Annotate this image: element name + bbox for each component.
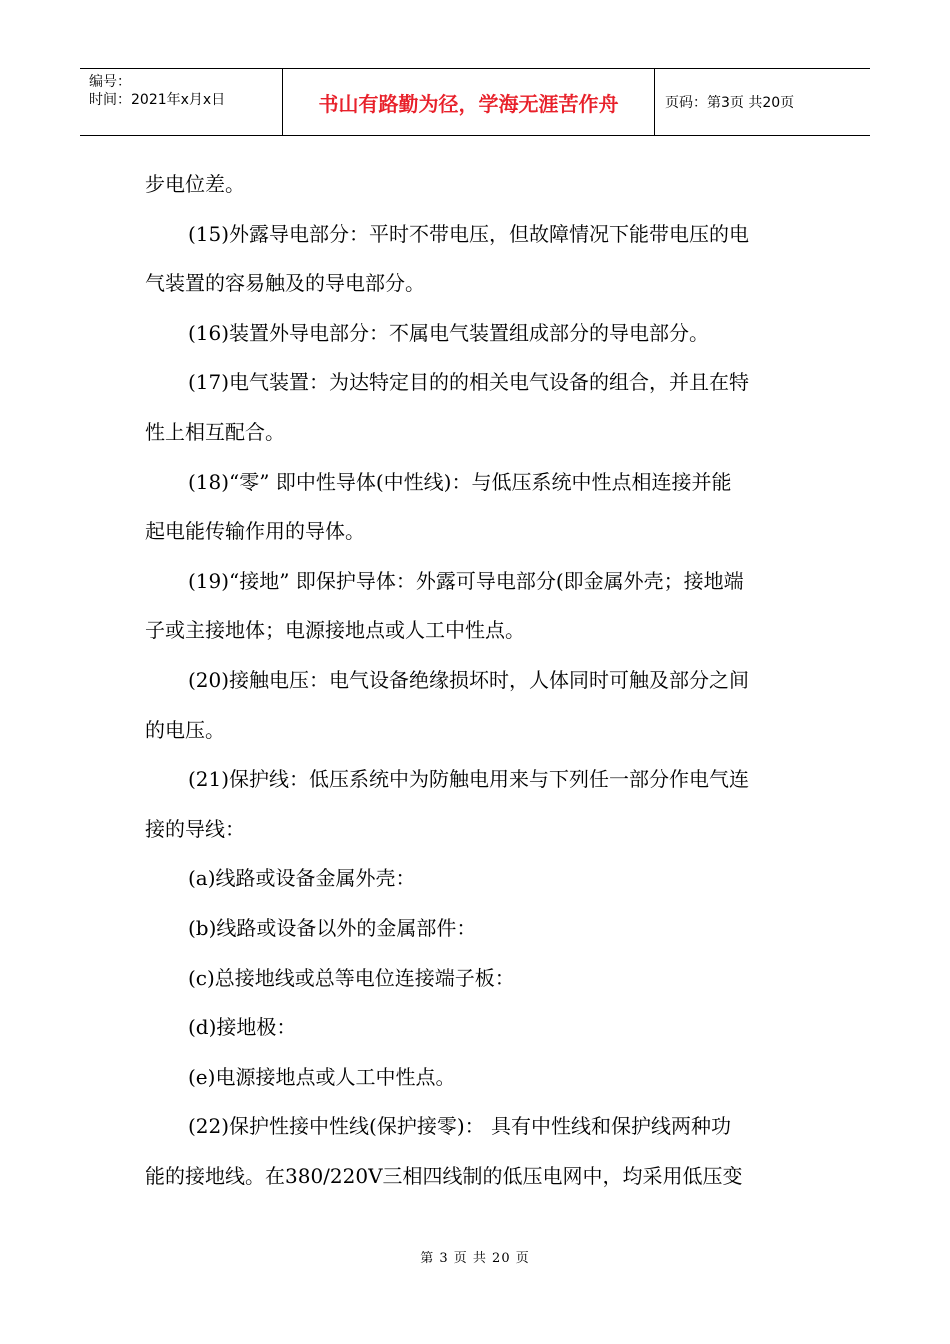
body-line: (15)外露导电部分：平时不带电压，但故障情况下能带电压的电	[188, 221, 750, 246]
document-date: 时间：2021年x月x日	[89, 92, 226, 108]
body-line: 起电能传输作用的导体。	[145, 519, 365, 544]
body-line: 性上相互配合。	[145, 419, 285, 444]
header-page-info: 页码：第3页 共20页	[665, 95, 795, 111]
body-line: 子或主接地体；电源接地点或人工中性点。	[145, 618, 525, 643]
body-line: (16)装置外导电部分：不属电气装置组成部分的导电部分。	[188, 320, 710, 345]
document-body	[145, 160, 815, 1201]
page-header	[80, 68, 870, 136]
body-line: 步电位差。	[145, 172, 245, 196]
body-line: (a)线路或设备金属外壳：	[188, 866, 416, 891]
body-line: (18)“零” 即中性导体(中性线)：与低压系统中性点相连接并能	[188, 469, 732, 494]
body-line: (b)线路或设备以外的金属部件：	[188, 915, 477, 940]
header-left-cell	[80, 69, 283, 135]
body-line: (c)总接地线或总等电位连接端子板：	[188, 965, 515, 990]
body-line: (21)保护线：低压系统中为防触电用来与下列任一部分作电气连	[188, 767, 750, 792]
body-line: (d)接地极：	[188, 1015, 297, 1040]
body-line: (20)接触电压：电气设备绝缘损坏时，人体同时可触及部分之间	[188, 667, 750, 692]
body-line: 的电压。	[145, 717, 225, 742]
body-line: (22)保护性接中性线(保护接零)： 具有中性线和保护线两种功	[188, 1114, 732, 1139]
body-line: 气装置的容易触及的导电部分。	[145, 271, 425, 296]
body-line: (e)电源接地点或人工中性点。	[188, 1064, 456, 1089]
page-footer: 第 3 页 共 20 页	[420, 1251, 530, 1266]
body-line: 能的接地线。在380/220V三相四线制的低压电网中，均采用低压变	[145, 1163, 743, 1188]
header-motto: 书山有路勤为径，学海无涯苦作舟	[283, 69, 655, 135]
document-number-label: 编号：	[89, 74, 131, 90]
body-line: 接的导线：	[145, 816, 245, 841]
body-line: (17)电气装置：为达特定目的的相关电气设备的组合，并且在特	[188, 370, 750, 395]
body-line: (19)“接地” 即保护导体：外露可导电部分(即金属外壳；接地端	[188, 568, 744, 593]
